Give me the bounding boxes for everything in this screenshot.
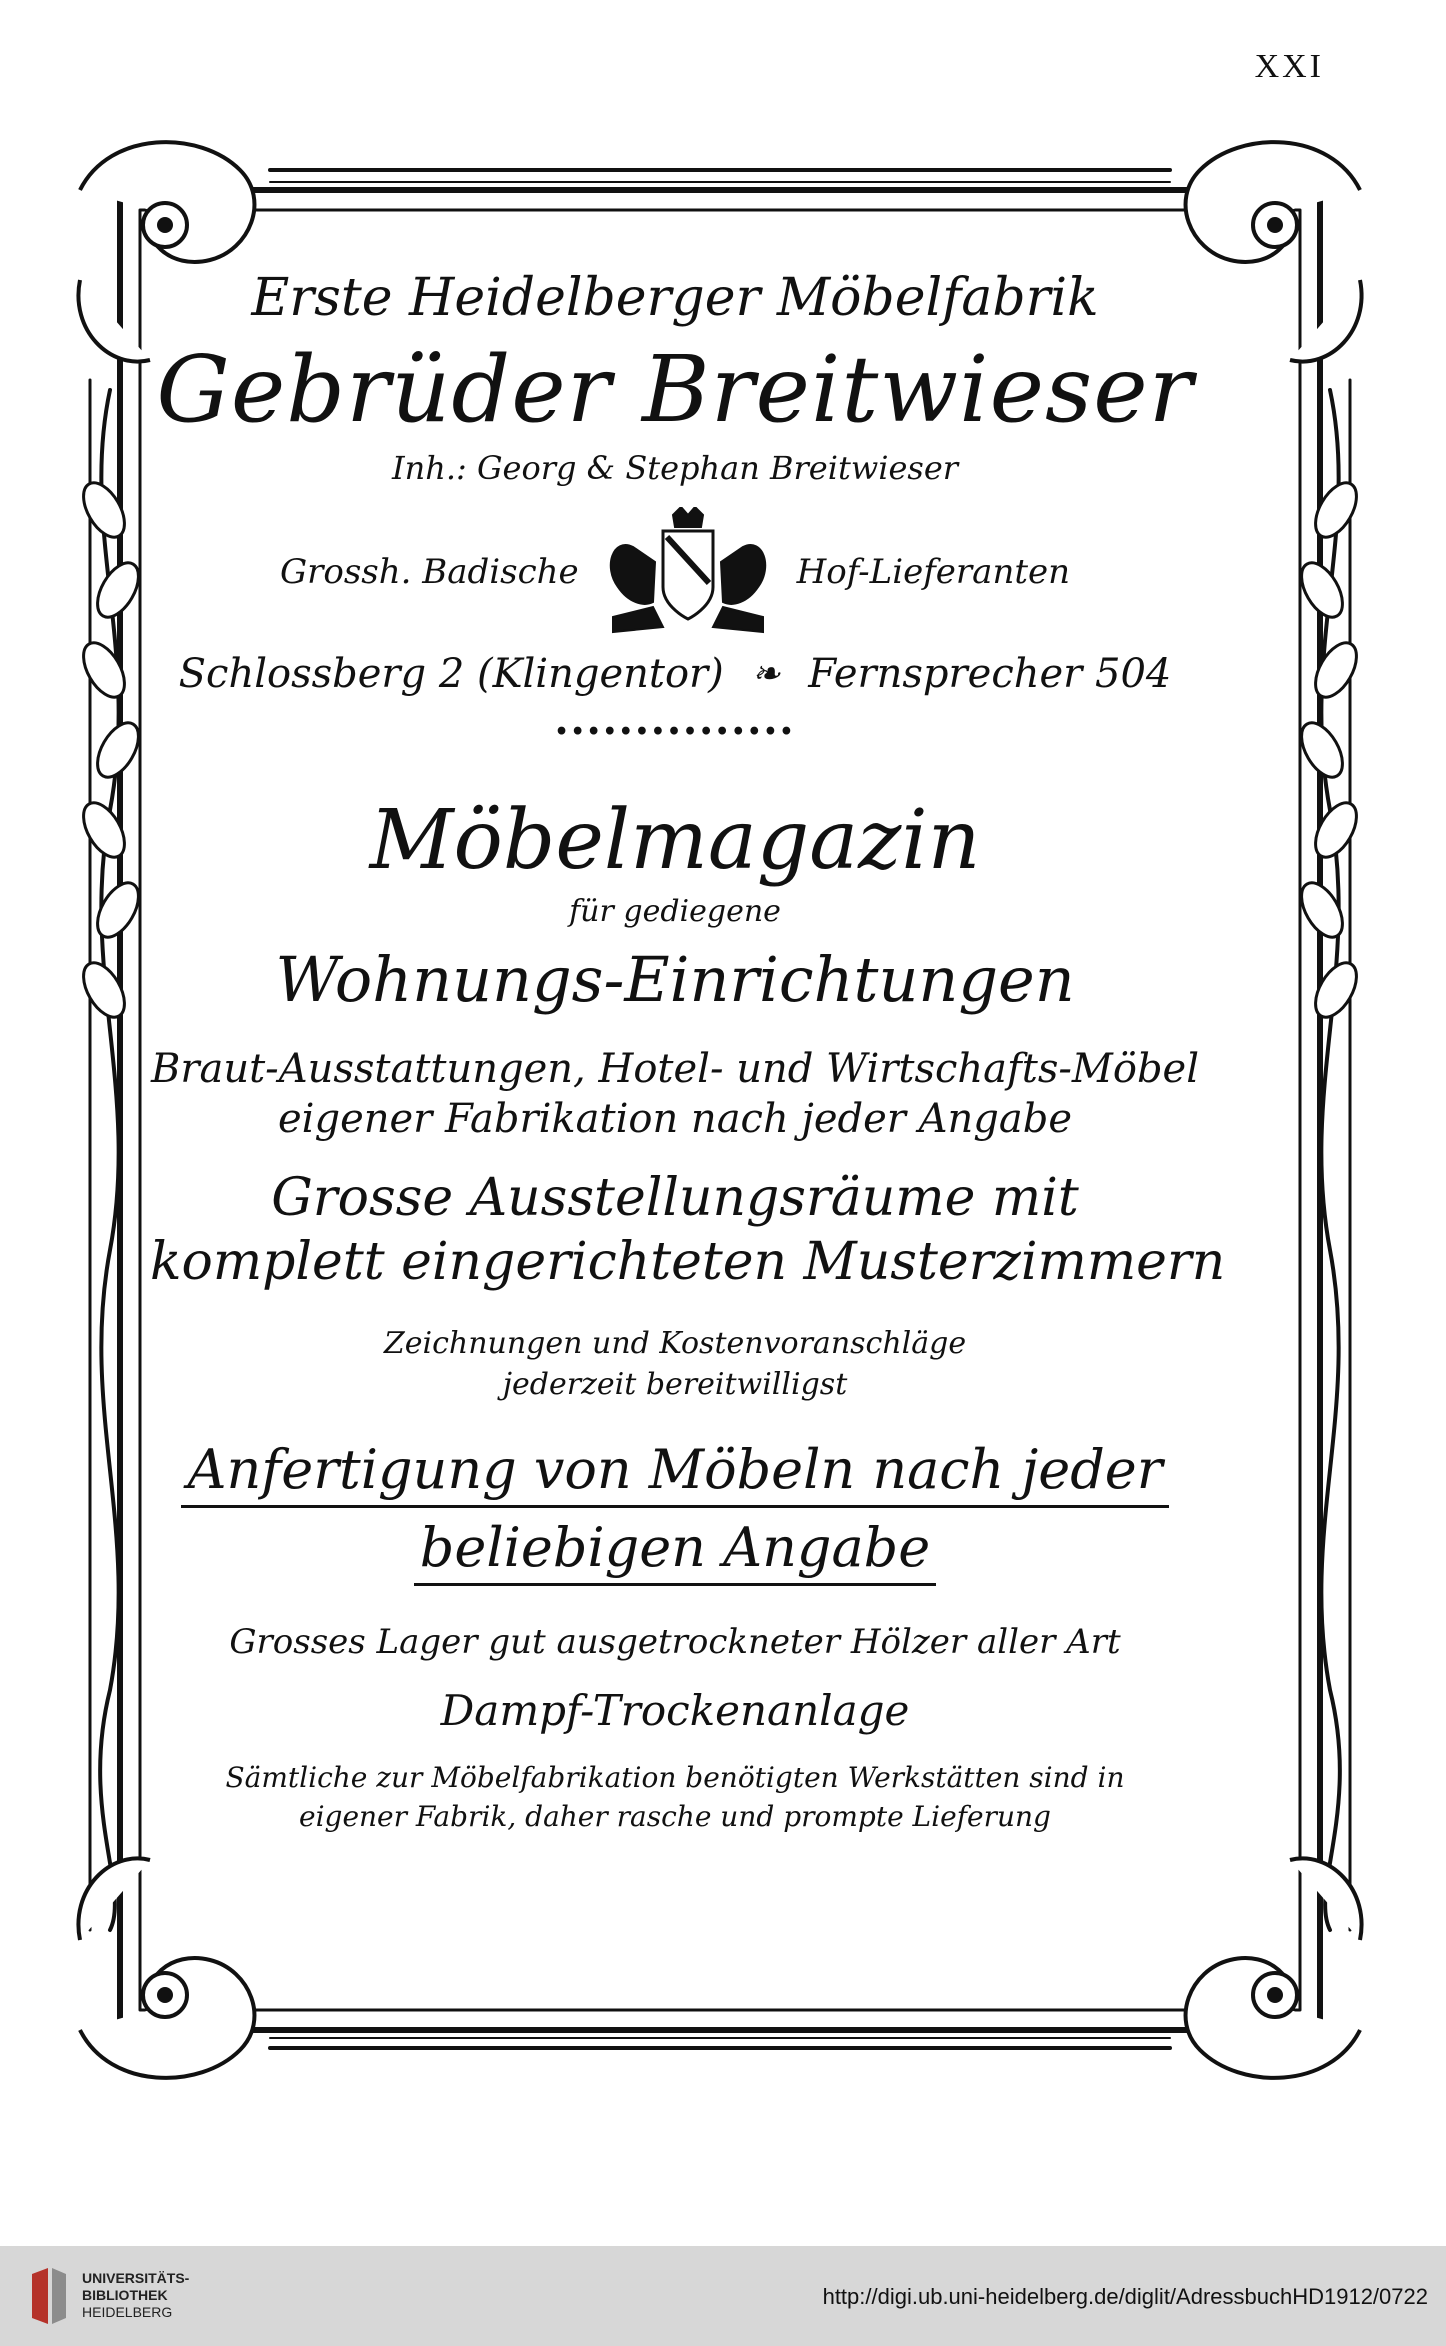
showroom-line: Grosse Ausstellungsräume mit	[271, 1168, 1079, 1228]
ornament-icon: ❧	[751, 654, 781, 694]
products-line-2: eigener Fabrikation nach jeder Angabe	[278, 1096, 1072, 1142]
coat-of-arms-icon	[593, 507, 783, 637]
custom-line: Anfertigung von Möbeln nach jeder	[181, 1438, 1168, 1508]
drying-line: Dampf-Trockenanlage	[440, 1686, 910, 1735]
library-logo-icon	[28, 2266, 70, 2326]
library-name-line2: BIBLIOTHEK	[82, 2287, 168, 2303]
footer-bar	[0, 2246, 1446, 2346]
workshops-line: Sämtliche zur Möbelfabrikation benötigten Werkstätten sind in	[225, 1761, 1125, 1794]
address-row	[150, 651, 1200, 697]
factory-name: Erste Heidelberger Möbelfabrik	[251, 268, 1099, 328]
source-url-link[interactable]: http://digi.ub.uni-heidelberg.de/diglit/AdressbuchHD1912/0722	[822, 2284, 1428, 2309]
subheadline-fuer: für gediegene	[569, 894, 781, 929]
owners-line: Inh.: Georg & Stephan Breitwieser	[391, 449, 959, 487]
products-line: Braut-Ausstattungen, Hotel- und Wirtschafts-Möbel	[150, 1046, 1200, 1092]
drawings-line: Zeichnungen und Kostenvoranschläge	[383, 1326, 967, 1361]
library-name	[82, 2270, 189, 2321]
subheadline-wohnungs: Wohnungs-Einrichtungen	[275, 943, 1075, 1016]
lumber-line: Grosses Lager gut ausgetrockneter Hölzer aller Art	[229, 1622, 1121, 1662]
custom-line-2: beliebigen Angabe	[414, 1516, 936, 1586]
address-text: Schlossberg 2 (Klingentor)	[178, 651, 724, 697]
supplier-left-text: Grossh. Badische	[279, 552, 579, 592]
court-supplier-row	[150, 507, 1200, 637]
showroom-line-2: komplett eingerichteten Musterzimmern	[150, 1232, 1226, 1292]
workshops-line-2: eigener Fabrik, daher rasche und prompte Lieferung	[299, 1800, 1051, 1833]
drawings-line-2: jederzeit bereitwilligst	[502, 1367, 848, 1402]
headline: Möbelmagazin	[369, 793, 981, 888]
library-name-line1: UNIVERSITÄTS-	[82, 2270, 190, 2286]
library-name-line3: HEIDELBERG	[82, 2304, 173, 2320]
page-number: XXI	[1254, 48, 1324, 85]
dotted-separator: •••••••••••••••	[554, 719, 796, 745]
phone-text: Fernsprecher 504	[808, 651, 1172, 697]
company-name: Gebrüder Breitwieser	[156, 336, 1194, 443]
advertisement	[150, 250, 1226, 2050]
supplier-right-text: Hof-Lieferanten	[796, 552, 1071, 592]
